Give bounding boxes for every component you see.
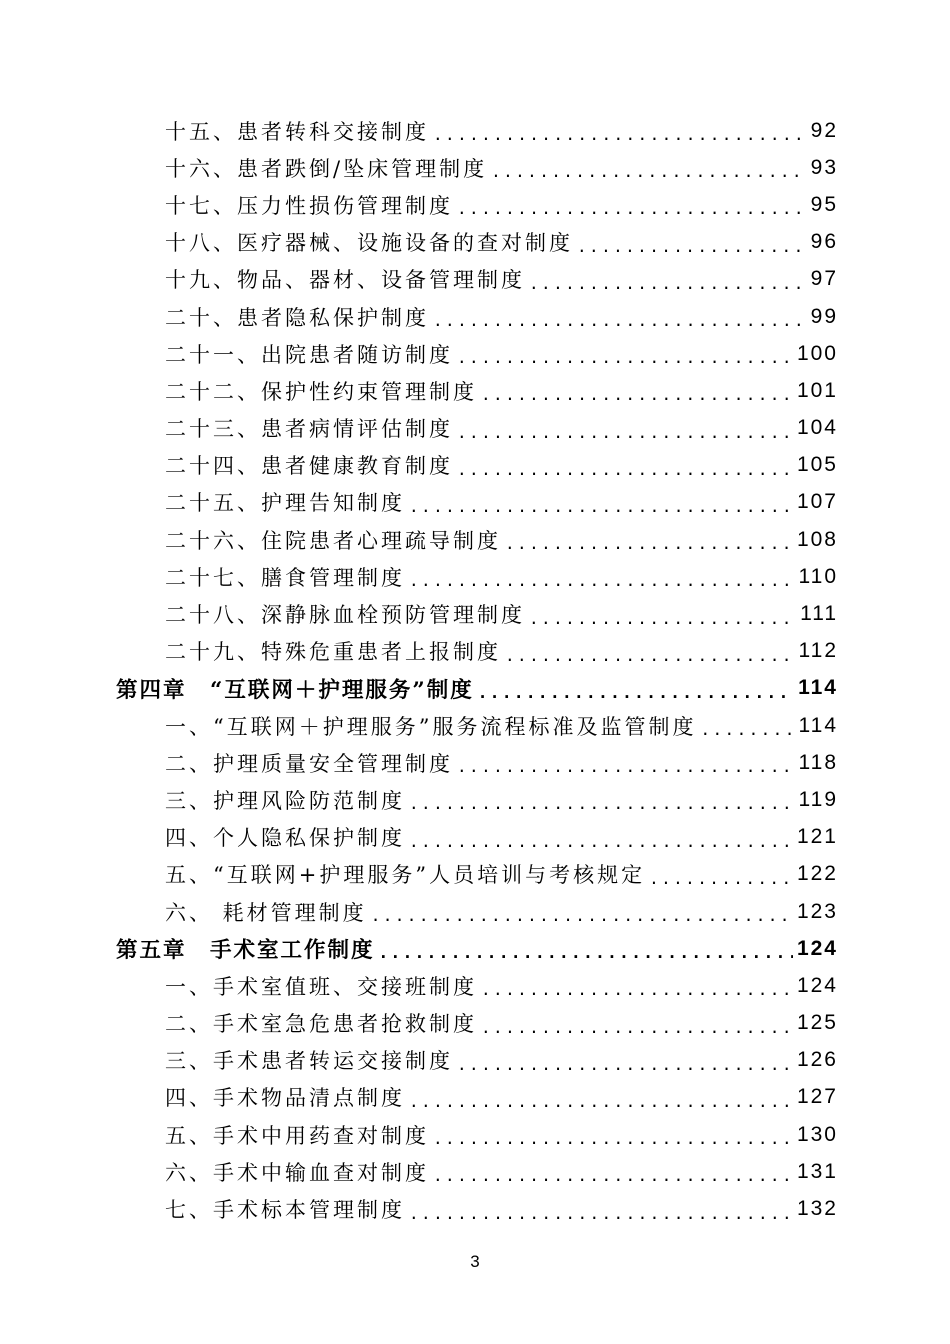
toc-entry[interactable] — [0, 856, 950, 893]
toc-entry[interactable] — [0, 595, 950, 632]
toc-entry-page: 107 — [796, 490, 838, 514]
toc-entry[interactable] — [0, 447, 950, 484]
toc-entry[interactable] — [0, 1116, 950, 1153]
toc-entry-title: 十六、患者跌倒/坠床管理制度 — [165, 156, 488, 181]
toc-entry-title: 十八、医疗器械、设施设备的查对制度 — [165, 231, 573, 256]
dot-leader — [409, 794, 795, 813]
toc-entry[interactable] — [0, 1190, 950, 1227]
dot-leader — [649, 869, 793, 888]
dot-leader — [700, 720, 794, 739]
toc-entry-title: 二十九、特殊危重患者上报制度 — [165, 640, 501, 665]
toc-entry-page: 99 — [810, 304, 838, 328]
toc-entry[interactable] — [0, 149, 950, 186]
toc-entry-title: 二十五、护理告知制度 — [165, 491, 405, 516]
dot-leader — [433, 1129, 793, 1148]
toc-entry[interactable] — [0, 558, 950, 595]
dot-leader — [371, 906, 793, 925]
dot-leader — [379, 943, 793, 962]
toc-entry-page: 119 — [798, 787, 838, 811]
toc-entry-title: 五、手术中用药查对制度 — [165, 1123, 429, 1148]
toc-entry-page: 92 — [810, 118, 838, 142]
toc-entry-title: 五、“互联网+护理服务”人员培训与考核规定 — [165, 863, 646, 888]
toc-entry-page: 123 — [796, 899, 838, 923]
toc-entry-title: 二十六、住院患者心理疏导制度 — [165, 528, 501, 553]
toc-entry-page: 114 — [798, 676, 838, 700]
toc-entry-title: 二十、患者隐私保护制度 — [165, 305, 429, 330]
dot-leader — [409, 497, 793, 516]
toc-entry-page: 93 — [810, 155, 838, 179]
toc-entry-title: 二十七、膳食管理制度 — [165, 565, 405, 590]
toc-entry[interactable] — [0, 484, 950, 521]
toc-entry-page: 111 — [800, 602, 838, 626]
toc-entry-title: 二、手术室急危患者抢救制度 — [165, 1012, 477, 1037]
dot-leader — [457, 199, 807, 218]
toc-entry-page: 96 — [810, 230, 838, 254]
dot-leader — [457, 423, 793, 442]
dot-leader — [457, 757, 795, 776]
toc-entry[interactable] — [0, 298, 950, 335]
toc-entry-title: 十七、压力性损伤管理制度 — [165, 193, 453, 218]
dot-leader — [577, 237, 807, 256]
toc-entry-page: 118 — [798, 750, 838, 774]
toc-entry-title: 三、手术患者转运交接制度 — [165, 1049, 453, 1074]
toc-entry-title: 二十八、深静脉血栓预防管理制度 — [165, 603, 525, 628]
toc-entry-page: 105 — [796, 453, 838, 477]
page-number: 3 — [470, 1252, 480, 1271]
toc-entry[interactable] — [0, 744, 950, 781]
toc-entry-title: 七、手术标本管理制度 — [165, 1198, 405, 1223]
toc-entry-page: 124 — [796, 936, 838, 960]
toc-entry[interactable] — [0, 335, 950, 372]
toc-entry-title: 二、护理质量安全管理制度 — [165, 751, 453, 776]
dot-leader — [505, 534, 793, 553]
toc-entry-page: 100 — [796, 341, 838, 365]
dot-leader — [409, 1092, 793, 1111]
dot-leader — [433, 311, 807, 330]
toc-entry-page: 108 — [796, 527, 838, 551]
toc-entry[interactable] — [0, 1079, 950, 1116]
toc-entry-title: 二十一、出院患者随访制度 — [165, 342, 453, 367]
toc-entry-page: 112 — [798, 639, 838, 663]
dot-leader — [433, 1166, 793, 1185]
dot-leader — [457, 348, 793, 367]
toc-entry-page: 97 — [810, 267, 838, 291]
dot-leader — [409, 832, 793, 851]
toc-entry-page: 95 — [810, 192, 838, 216]
dot-leader — [409, 571, 795, 590]
dot-leader — [529, 609, 796, 628]
toc-entry-page: 110 — [798, 564, 838, 588]
toc-entry-title: 四、手术物品清点制度 — [165, 1086, 405, 1111]
dot-leader — [505, 646, 795, 665]
toc-entry-title: 一、“互联网＋护理服务”服务流程标准及监管制度 — [165, 714, 697, 739]
toc-entry-page: 122 — [796, 862, 838, 886]
toc-entry-page: 130 — [796, 1122, 838, 1146]
toc-entry-title: 十九、物品、器材、设备管理制度 — [165, 268, 525, 293]
toc-entry[interactable] — [0, 112, 950, 149]
toc-entry-page: 126 — [796, 1048, 838, 1072]
toc-entry-page: 127 — [796, 1085, 838, 1109]
toc-entry-page: 125 — [796, 1011, 838, 1035]
toc-entry-page: 132 — [796, 1197, 838, 1221]
toc-entry[interactable] — [0, 521, 950, 558]
toc-entry[interactable] — [0, 633, 950, 670]
toc-entry-page: 124 — [796, 973, 838, 997]
toc-entry[interactable] — [0, 372, 950, 409]
toc-entry[interactable] — [0, 1005, 950, 1042]
toc-entry-title: 二十四、患者健康教育制度 — [165, 454, 453, 479]
toc-entry[interactable] — [0, 410, 950, 447]
toc-entry-title: 四、个人隐私保护制度 — [165, 826, 405, 851]
dot-leader — [491, 162, 807, 181]
toc-entry[interactable] — [0, 261, 950, 298]
toc-entry-page: 121 — [796, 825, 838, 849]
dot-leader — [409, 1204, 793, 1223]
dot-leader — [481, 385, 793, 404]
dot-leader — [529, 274, 807, 293]
toc-entry[interactable] — [0, 224, 950, 261]
toc-entry[interactable] — [0, 893, 950, 930]
toc-entry[interactable] — [0, 1042, 950, 1079]
dot-leader — [433, 125, 807, 144]
toc-entry[interactable] — [0, 781, 950, 818]
dot-leader — [481, 980, 793, 999]
toc-entry[interactable] — [0, 1153, 950, 1190]
toc-chapter-entry[interactable] — [0, 670, 950, 707]
toc-entry-title: 一、手术室值班、交接班制度 — [165, 974, 477, 999]
toc-entry-title: 六、手术中输血查对制度 — [165, 1160, 429, 1185]
toc-entry[interactable] — [0, 967, 950, 1004]
toc-entry[interactable] — [0, 819, 950, 856]
toc-entry[interactable] — [0, 707, 950, 744]
dot-leader — [478, 683, 794, 702]
toc-entry-title: 第五章 手术室工作制度 — [116, 938, 375, 964]
toc-entry-page: 131 — [796, 1159, 838, 1183]
toc-entry-title: 三、护理风险防范制度 — [165, 788, 405, 813]
table-of-contents — [0, 112, 950, 1228]
toc-entry-page: 101 — [796, 378, 838, 402]
toc-entry-title: 第四章 “互联网＋护理服务”制度 — [116, 677, 474, 703]
dot-leader — [481, 1018, 793, 1037]
toc-entry-title: 二十二、保护性约束管理制度 — [165, 379, 477, 404]
toc-entry-title: 二十三、患者病情评估制度 — [165, 417, 453, 442]
toc-entry-page: 114 — [798, 713, 838, 737]
toc-entry[interactable] — [0, 186, 950, 223]
toc-entry-page: 104 — [796, 416, 838, 440]
toc-chapter-entry[interactable] — [0, 930, 950, 967]
toc-entry-title: 六、 耗材管理制度 — [165, 900, 367, 925]
toc-entry-title: 十五、患者转科交接制度 — [165, 119, 429, 144]
dot-leader — [457, 460, 793, 479]
dot-leader — [457, 1055, 793, 1074]
